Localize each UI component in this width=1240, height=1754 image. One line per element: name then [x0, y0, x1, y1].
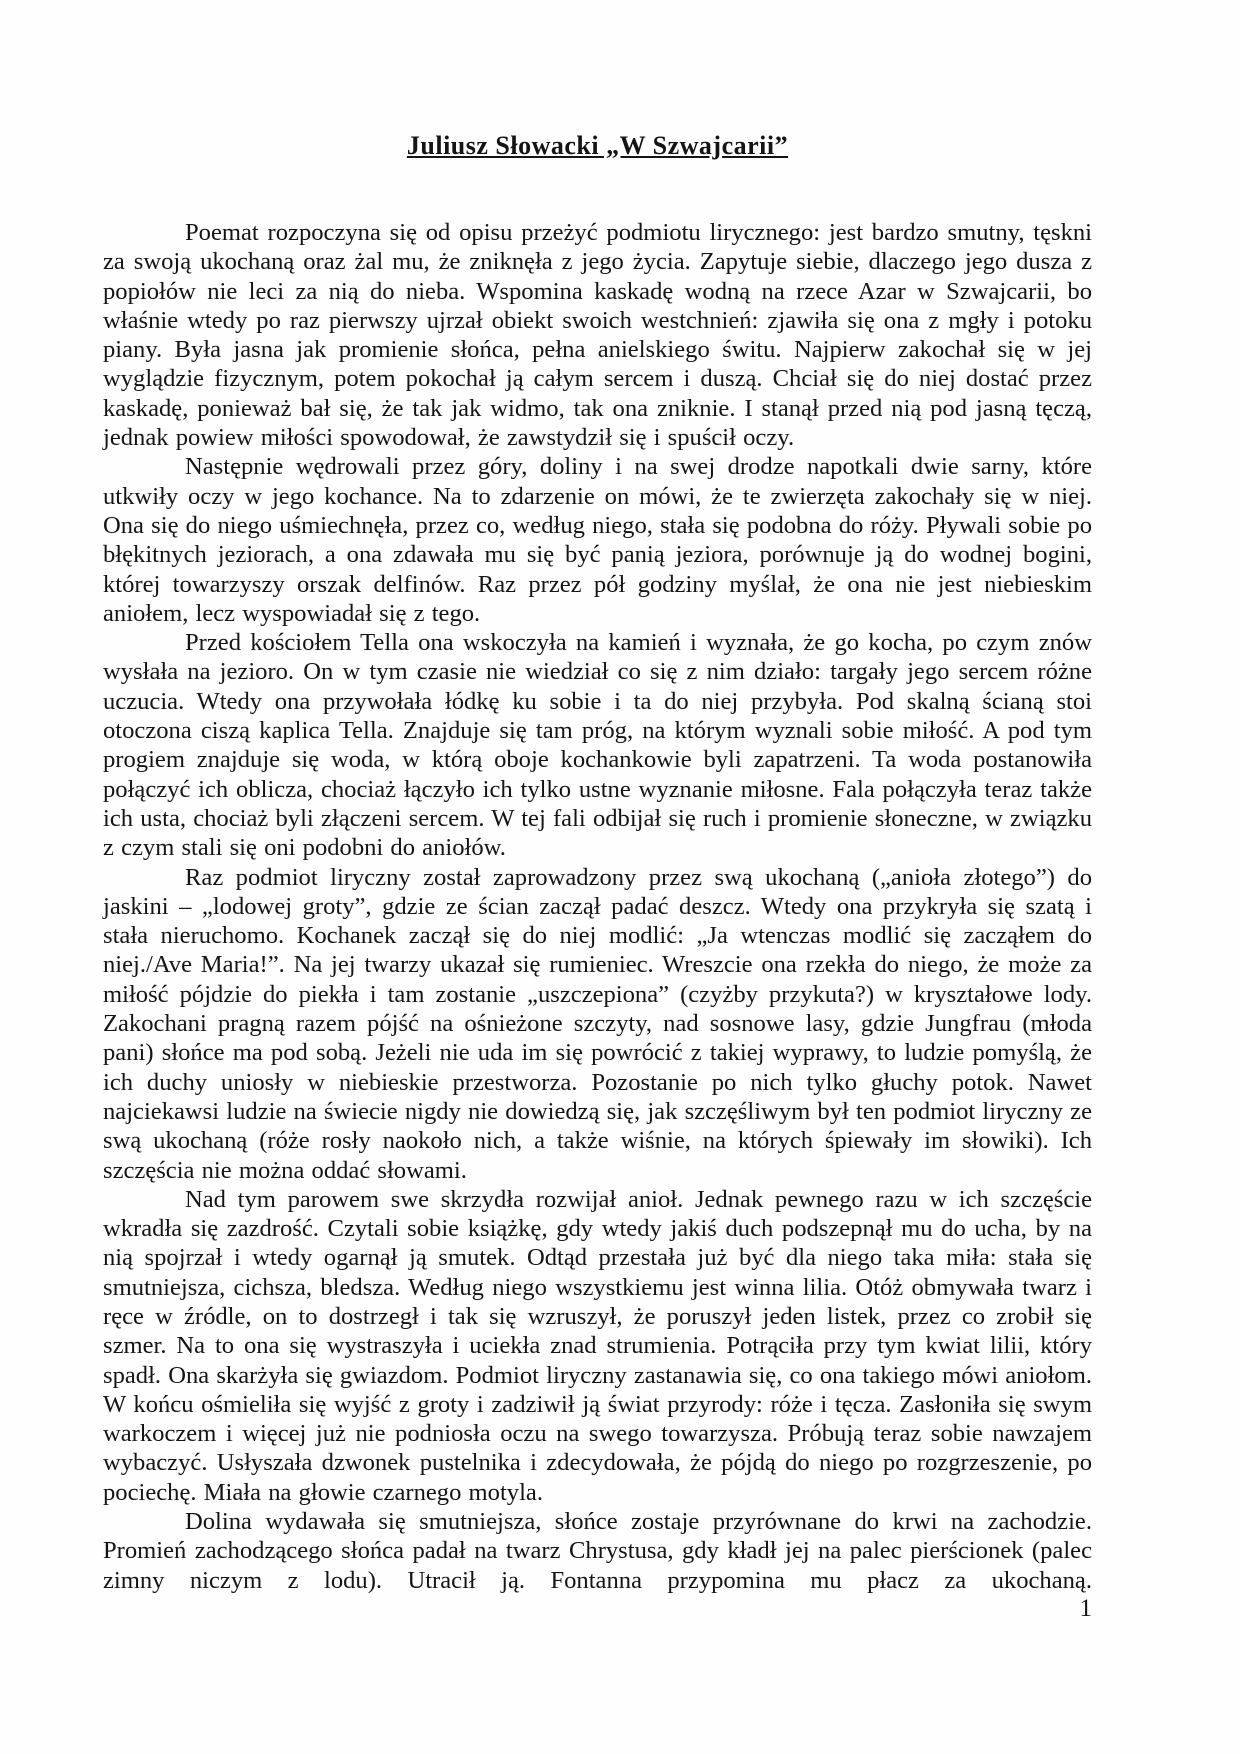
document-content — [103, 131, 1092, 1595]
paragraph-4: Raz podmiot liryczny został zaprowadzony przez swą ukochaną („anioła złotego”) do jaskini – „lodowej groty”, gdzie ze ścian zaczął padać deszcz. Wtedy ona przykryła się szatą i stała nieruchomo. Kochanek zaczął się do niej modlić: „Ja wtenczas modlić się zacząłem do niej./Ave Maria!”. Na jej twarzy ukazał się rumieniec. Wreszcie ona rzekła do niego, że może za miłość pójdzie do piekła i tam zostanie „uszczepiona” (czyżby przykuta?) w kryształowe lody. Zakochani pragną razem pójść na ośnieżone szczyty, nad sosnowe lasy, gdzie Jungfrau (młoda pani) słońce ma pod sobą. Jeżeli nie uda im się powrócić z takiej wyprawy, to ludzie pomyślą, że ich duchy uniosły w niebieskie przestworza. Pozostanie po nich tylko głuchy potok. Nawet najciekawsi ludzie na świecie nigdy nie dowiedzą się, jak szczęśliwym był ten podmiot liryczny ze swą ukochaną (róże rosły naokoło nich, a także wiśnie, na których śpiewały im słowiki). Ich szczęścia nie można oddać słowami. — [103, 863, 1092, 1184]
page-number: 1 — [1079, 1595, 1092, 1622]
paragraph-1: Poemat rozpoczyna się od opisu przeżyć podmiotu lirycznego: jest bardzo smutny, tęskni za swoją ukochaną oraz żal mu, że zniknęła z jego życia. Zapytuje siebie, dlaczego jego dusza z popiołów nie leci za nią do nieba. Wspomina kaskadę wodną na rzece Azar w Szwajcarii, bo właśnie wtedy po raz pierwszy ujrzał obiekt swoich westchnień: zjawiła się ona z mgły i potoku piany. Była jasna jak promienie słońca, pełna anielskiego świtu. Najpierw zakochał się w jej wyglądzie fizycznym, potem pokochał ją całym sercem i duszą. Chciał się do niej dostać przez kaskadę, ponieważ bał się, że tak jak widmo, tak ona zniknie. I stanął przed nią pod jasną tęczą, jednak powiew miłości spowodował, że zawstydził się i spuścił oczy. — [103, 219, 1092, 452]
document-title: Juliusz Słowacki „W Szwajcarii” — [406, 131, 789, 160]
paragraph-2: Następnie wędrowali przez góry, doliny i na swej drodze napotkali dwie sarny, które utkwiły oczy w jego kochance. Na to zdarzenie on mówi, że te zwierzęta zakochały się w niej. Ona się do niego uśmiechnęła, przez co, według niego, stała się podobna do róży. Pływali sobie po błękitnych jeziorach, a ona zdawała mu się być panią jeziora, porównuje ją do wodnej bogini, której towarzyszy orszak delfinów. Raz przez pół godziny myślał, że ona nie jest niebieskim aniołem, lecz wyspowiadał się z tego. — [103, 453, 1092, 627]
paragraph-6: Dolina wydawała się smutniejsza, słońce zostaje przyrównane do krwi na zachodzie. Promień zachodzącego słońca padał na twarz Chrystusa, gdy kładł jej na palec pierścionek (palec zimny niczym z lodu). Utracił ją. Fontanna przypomina mu płacz za ukochaną. — [103, 1508, 1092, 1594]
paragraph-3: Przed kościołem Tella ona wskoczyła na kamień i wyznała, że go kocha, po czym znów wysłała na jezioro. On w tym czasie nie wiedział co się z nim działo: targały jego sercem różne uczucia. Wtedy ona przywołała łódkę ku sobie i ta do niej przybyła. Pod skalną ścianą stoi otoczona ciszą kaplica Tella. Znajduje się tam próg, na którym wyznali sobie miłość. A pod tym progiem znajduje się woda, w którą oboje kochankowie byli zapatrzeni. Ta woda postanowiła połączyć ich oblicza, chociaż łączyło ich tylko ustne wyznanie miłosne. Fala połączyła teraz także ich usta, chociaż byli złączeni sercem. W tej fali odbijał się ruch i promienie słoneczne, w związku z czym stali się oni podobni do aniołów. — [103, 629, 1092, 862]
paragraph-5: Nad tym parowem swe skrzydła rozwijał anioł. Jednak pewnego razu w ich szczęście wkradła się zazdrość. Czytali sobie książkę, gdy wtedy jakiś duch podszepnął mu do ucha, by na nią spojrzał i wtedy ogarnął ją smutek. Odtąd przestała już być dla niego taka miła: stała się smutniejsza, cichsza, bledsza. Według niego wszystkiemu jest winna lilia. Otóż obmywała twarz i ręce w źródle, on to dostrzegł i tak się wzruszył, że poruszył jeden listek, przez co zrobił się szmer. Na to ona się wystraszyła i uciekła znad strumienia. Potrąciła przy tym kwiat lilii, który spadł. Ona skarżyła się gwiazdom. Podmiot liryczny zastanawia się, co ona takiego mówi aniołom. W końcu ośmieliła się wyjść z groty i zadziwił ją świat przyrody: róże i tęcza. Zasłoniła się swym warkoczem i więcej już nie podniosła oczu na swego towarzysza. Próbują teraz sobie nawzajem wybaczyć. Usłyszała dzwonek pustelnika i zdecydowała, że pójdą do niego po rozgrzeszenie, po pociechę. Miała na głowie czarnego motyla. — [103, 1185, 1092, 1506]
